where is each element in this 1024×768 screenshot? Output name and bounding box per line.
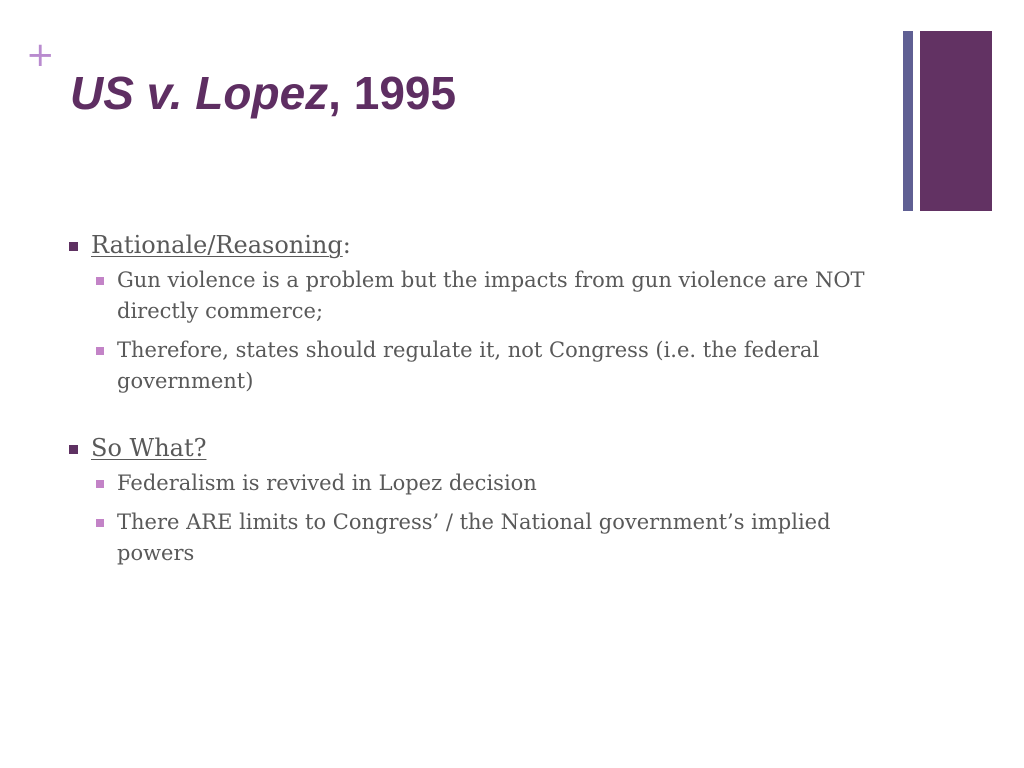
section-rationale xyxy=(66,228,886,262)
square-bullet-icon xyxy=(69,445,78,454)
list-item-text: Gun violence is a problem but the impacts from gun violence are NOT directly commerce; xyxy=(117,268,865,323)
heading-colon: : xyxy=(342,231,351,259)
title-year: , 1995 xyxy=(328,67,457,119)
square-bullet-icon xyxy=(96,480,104,488)
slide-title xyxy=(70,66,456,120)
title-case-name: US v. Lopez xyxy=(70,67,329,119)
square-bullet-icon xyxy=(96,519,104,527)
section-heading: So What? xyxy=(91,434,207,462)
list-item xyxy=(66,507,886,569)
rationale-points xyxy=(66,265,886,397)
list-item-text: Therefore, states should regulate it, not Congress (i.e. the federal government) xyxy=(117,338,820,393)
list-item xyxy=(66,265,886,327)
section-heading: Rationale/Reasoning xyxy=(91,231,343,259)
so-what-points xyxy=(66,468,886,569)
list-item-text: Federalism is revived in Lopez decision xyxy=(117,471,537,495)
plus-decoration-icon: + xyxy=(26,35,55,75)
list-item xyxy=(66,335,886,397)
slide-body xyxy=(66,228,886,577)
list-item xyxy=(66,468,886,499)
accent-bar-wide xyxy=(920,31,992,211)
list-item-text: There ARE limits to Congress’ / the National government’s implied powers xyxy=(117,510,831,565)
section-so-what xyxy=(66,431,886,465)
square-bullet-icon xyxy=(96,347,104,355)
square-bullet-icon xyxy=(96,277,104,285)
square-bullet-icon xyxy=(69,242,78,251)
accent-bar-thin xyxy=(903,31,913,211)
